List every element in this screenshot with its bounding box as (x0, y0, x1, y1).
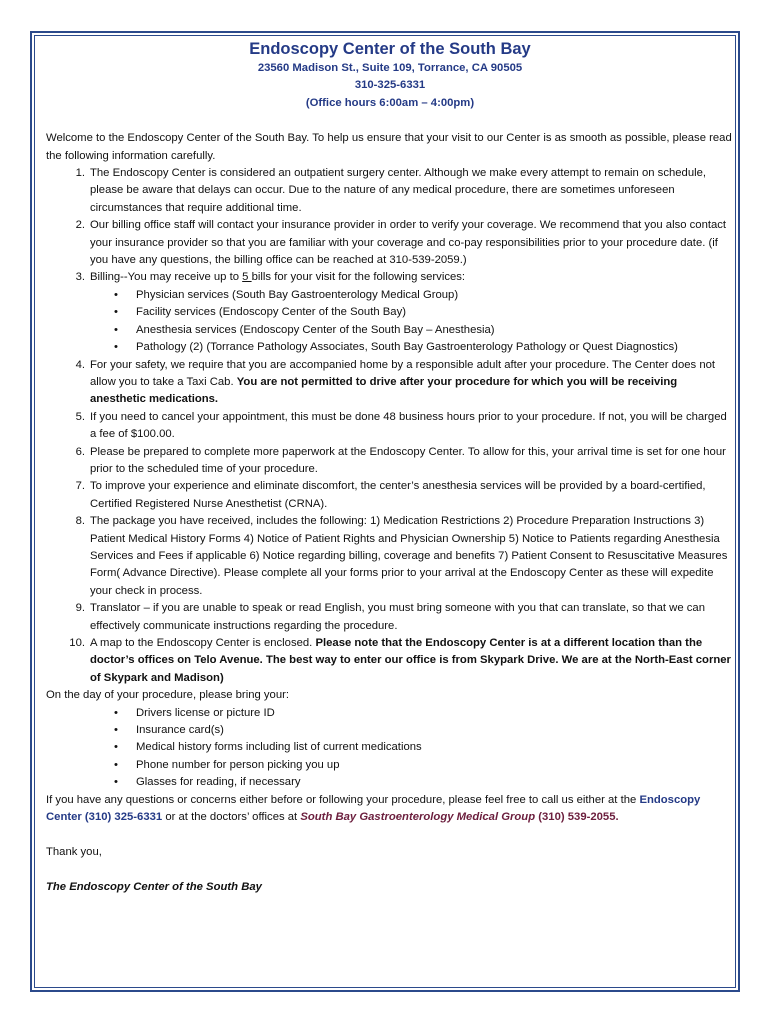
closing-paragraph: If you have any questions or concerns either before or following your procedure, please feel free to call us either at the Endoscopy Center (310) 325-6331 or at the doctors’ offices at South Bay Gastroenterology Medical Group (310) 539-2055. (46, 793, 701, 824)
list-item: • Phone number for person picking you up (114, 758, 340, 771)
list-item: • Glasses for reading, if necessary (114, 776, 301, 789)
signature: The Endoscopy Center of the South Bay (46, 880, 262, 893)
letter-header (46, 38, 734, 112)
billing-services-list (90, 287, 734, 357)
list-item: • Facility services (Endoscopy Center of the South Bay) (114, 306, 406, 319)
list-item: • Medical history forms including list of current medications (114, 741, 422, 754)
list-item: 2. Our billing office staff will contact your insurance provider in order to verify your coverage. We recommend that you also contact your insurance provider so that you are familiar with your coverage and co-pay responsibilities prior to your procedure date. (if you have any questions, the billing office can be reached at 310-539-2059.) (75, 219, 727, 267)
bring-list (46, 705, 734, 792)
office-hours: (Office hours 6:00am – 4:00pm) (305, 96, 475, 109)
group-name: South Bay Gastroenterology Medical Group (300, 811, 536, 824)
list-item: 4. For your safety, we require that you are accompanied home by a responsible adult after your procedure. The Center does not allow you to take a Taxi Cab. You are not permitted to drive after your procedure for which you will be receiving anesthetic medications. (75, 358, 716, 406)
list-item: 9. Translator – if you are unable to speak or read English, you must bring someone with you that can translate, so that we can effectively communicate instructions regarding the procedure. (75, 602, 705, 632)
center-phone-link: Endoscopy Center (310) 325-6331 (46, 793, 701, 824)
intro-paragraph: Welcome to the Endoscopy Center of the South Bay. To help us ensure that your visit to our Center is as smooth as possible, please read the following information carefully. (46, 132, 732, 162)
instructions-list (46, 165, 734, 687)
list-item: • Physician services (South Bay Gastroenterology Medical Group) (114, 288, 459, 301)
bring-intro: On the day of your procedure, please bring your: (46, 689, 290, 702)
list-item: • Pathology (2) (Torrance Pathology Associates, South Bay Gastroenterology Pathology or Quest Diagnostics) (114, 341, 678, 354)
list-item: 1. The Endoscopy Center is considered an outpatient surgery center. Although we make every attempt to remain on schedule, please be aware that delays can occur. Due to the nature of any medical procedure, there are sometimes unforeseen circumstances that require additional time. (75, 167, 707, 214)
list-item: • Anesthesia services (Endoscopy Center of the South Bay – Anesthesia) (114, 323, 495, 336)
center-title: Endoscopy Center of the South Bay (249, 40, 531, 58)
list-item: 5. If you need to cancel your appointment, this must be done 48 business hours prior to your procedure. If not, you will be charged a fee of $100.00. (75, 410, 727, 441)
list-item: 8. The package you have received, includes the following: 1) Medication Restrictions 2) Procedure Preparation Instructions 3) Patient Medical History Forms 4) Notice of Patient Rights and Physician Ownership 5) Notice to Patients regarding Anesthesia Services and Fees if applicable 6) Notice regarding billing, coverage and benefits 7) Patient Consent to Resuscitative Measures Form( Advance Directive). Please complete all your forms prior to your arrival at the Endoscopy Center as these will expedite your check in process. (75, 515, 728, 597)
list-item: • Drivers license or picture ID (114, 706, 275, 719)
letter-body (46, 38, 734, 896)
list-item: • Insurance card(s) (114, 724, 224, 737)
list-item: 7. To improve your experience and eliminate discomfort, the center’s anesthesia services will be provided by a board-certified, Certified Registered Nurse Anesthetist (CRNA). (75, 480, 706, 510)
thanks-text: Thank you, (46, 845, 102, 858)
list-item: 3. Billing--You may receive up to 5 bills for your visit for the following services: • Physician services (South Bay Gastroenterology Medical Group) • Facility services (Endoscopy Center of the South Bay) • Anesthesia services (Endoscopy Center of the South Bay – Anesthesia) • Pathology (2) (Torrance Pathology Associates, South Bay Gastroenterology Pathology or Quest Diagnostics) (90, 269, 734, 356)
center-phone: 310-325-6331 (354, 79, 426, 92)
group-phone: (310) 539-2055 (535, 811, 616, 824)
center-address: 23560 Madison St., Suite 109, Torrance, CA 90505 (257, 62, 523, 74)
list-item: 10. A map to the Endoscopy Center is enclosed. Please note that the Endoscopy Center is at a different location than the doctor’s offices on Telo Avenue. The best way to enter our office is from Skypark Drive. We are at the North-East corner of Skypark and Madison) (69, 637, 731, 684)
list-item: 6. Please be prepared to complete more paperwork at the Endoscopy Center. To allow for this, your arrival time is set for one hour prior to the scheduled time of your procedure. (75, 445, 726, 475)
